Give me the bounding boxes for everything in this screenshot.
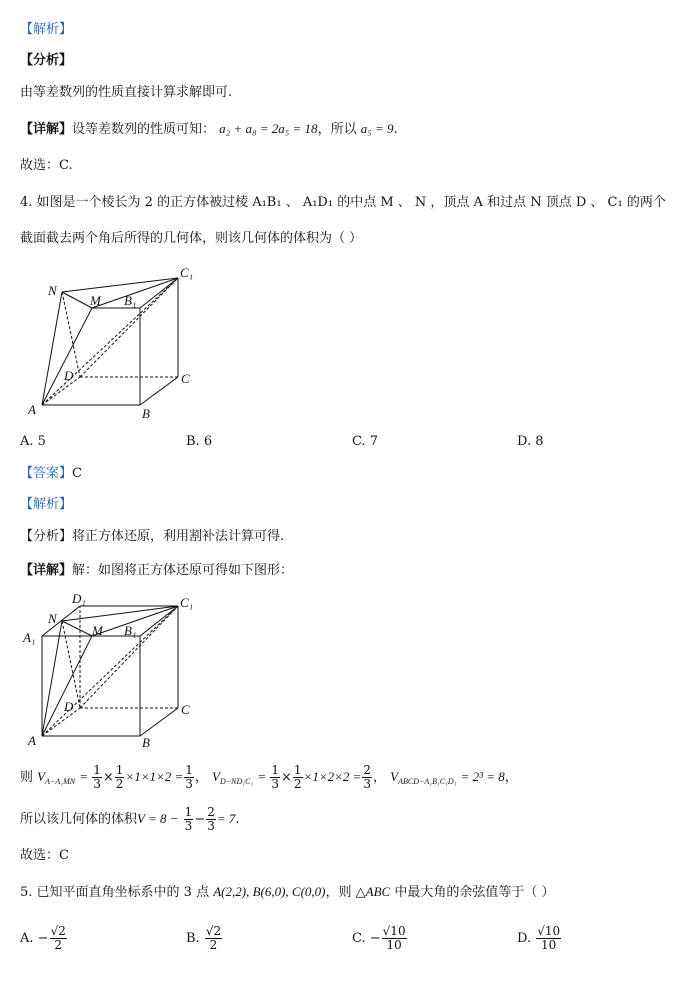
detail-result: a₅ = 9: [360, 121, 394, 136]
edge-AD: [42, 708, 80, 736]
v2-subscript: D−ND₁C₁: [220, 777, 254, 786]
label-D: D: [64, 368, 74, 383]
label-B: B: [142, 406, 150, 421]
edge-NM: [62, 621, 92, 636]
final-volume-line: 所以该几何体的体积V = 8 − $\frac{1}{3}$ − $\frac{2}{3}$ = 7.: [20, 805, 240, 833]
detail-mid: ，所以: [317, 122, 357, 137]
answer-line-2: 故选：C: [20, 848, 69, 863]
detail-tag-2: 【详解】: [20, 563, 73, 578]
detail-end: .: [393, 122, 398, 137]
label-B1: B₁: [124, 293, 137, 308]
edge-NC1: [62, 606, 178, 621]
edge-B1C1: [140, 278, 178, 308]
v1-subscript: A−A₁MN: [45, 777, 76, 786]
fenxi-text-2: 将正方体还原，利用割补法计算可得.: [72, 529, 285, 544]
answer-line: 故选：C.: [20, 158, 73, 173]
fenxi-tag-2: 【分析】: [20, 529, 73, 544]
edge-NM: [62, 292, 92, 308]
edge-DC1: [80, 606, 178, 708]
detail-tag: 【详解】: [20, 122, 73, 137]
edge-AC1: [42, 278, 178, 405]
q5-stem: 5. 已知平面直角坐标系中的 3 点 A(2,2), B(6,0), C(0,0)，则 △ABC 中最大角的余弦值等于（ ）: [20, 884, 555, 900]
q4-stem-line1: 4. 如图是一个棱长为 2 的正方体被过棱 A₁B₁ 、 A₁D₁ 的中点 M 、 N ，顶点 A 和过点 N 顶点 D 、 C₁ 的两个: [20, 195, 666, 210]
restored-cube-figure: [20, 590, 210, 750]
label-A: A: [28, 733, 36, 748]
edge-AD: [42, 377, 80, 405]
q5-option-a[interactable]: A. − $\frac{√2}{2}$: [20, 924, 66, 952]
edge-NC1: [62, 278, 178, 292]
label-A1: A₁: [23, 630, 36, 645]
edge-AC1: [42, 606, 178, 736]
q4-stem-line2: 截面截去两个角后所得的几何体，则该几何体的体积为（ ）: [20, 231, 363, 246]
label-N: N: [48, 283, 57, 298]
detail-text-2: 解：如图将正方体还原可得如下图形：: [72, 563, 294, 578]
edge-BC: [140, 377, 178, 405]
label-C: C: [181, 702, 190, 717]
label-B: B: [142, 735, 150, 750]
q4-option-a[interactable]: A. 5: [20, 434, 46, 449]
analysis-tag: 【解析】: [20, 22, 73, 37]
answer-tag: 【答案】: [20, 466, 73, 481]
q5-option-d[interactable]: D. $\frac{√10}{10}$: [517, 924, 561, 952]
label-C1: C₁: [180, 265, 194, 280]
q5-option-c[interactable]: C. − $\frac{√10}{10}$: [352, 924, 406, 952]
answer-value: C: [72, 466, 82, 481]
truncated-cube-figure: [20, 262, 210, 422]
edge-ND: [62, 292, 80, 377]
label-C: C: [181, 371, 190, 386]
edge-MA: [42, 636, 92, 736]
q4-option-b[interactable]: B. 6: [186, 434, 213, 449]
label-C1: C₁: [180, 595, 194, 610]
fenxi-tag: 【分析】: [20, 53, 73, 68]
analysis-tag-2: 【解析】: [20, 497, 73, 512]
q4-option-c[interactable]: C. 7: [352, 434, 379, 449]
label-M: M: [92, 623, 103, 638]
fenxi-line-2: [20, 529, 284, 545]
detail-line-2: [20, 563, 293, 579]
edge-BC: [140, 708, 178, 736]
label-D: D: [64, 699, 74, 714]
volume-calc-line: 则 $V_{A-A_1MN}$ = $\frac{1}{3}$ × $\frac{1}{2}$ ×1×1×2 = $\frac{1}{3}$ ， $V_{D-ND_1C_1}$ = $\frac{1}{3}$ × $\frac{1}{2}$ ×1×2×2 = $\frac{2}{3}$ ， $V_{ABCD-A_1B_1C_1D_1} = 2^3 = 8$，: [20, 763, 518, 791]
label-B1: B₁: [124, 623, 137, 638]
label-M: M: [90, 293, 101, 308]
detail-line: [20, 121, 398, 138]
label-N: N: [48, 611, 57, 626]
q5-option-b[interactable]: B. $\frac{√2}{2}$: [186, 924, 222, 952]
v3-subscript: ABCD−A₁B₁C₁D₁: [398, 777, 457, 786]
edge-NA: [42, 292, 62, 405]
edge-MA: [42, 308, 92, 405]
q4-option-d[interactable]: D. 8: [517, 434, 544, 449]
fenxi-text: 由等差数列的性质直接计算求解即可.: [20, 85, 233, 100]
label-D1: D₁: [72, 591, 86, 606]
detail-formula: a₂ + a₈ = 2a₅ = 18: [219, 121, 318, 136]
label-A: A: [28, 402, 36, 417]
detail-text: 设等差数列的性质可知：: [72, 122, 216, 137]
answer-tag-line: [20, 466, 82, 482]
edge-NA: [42, 621, 62, 736]
